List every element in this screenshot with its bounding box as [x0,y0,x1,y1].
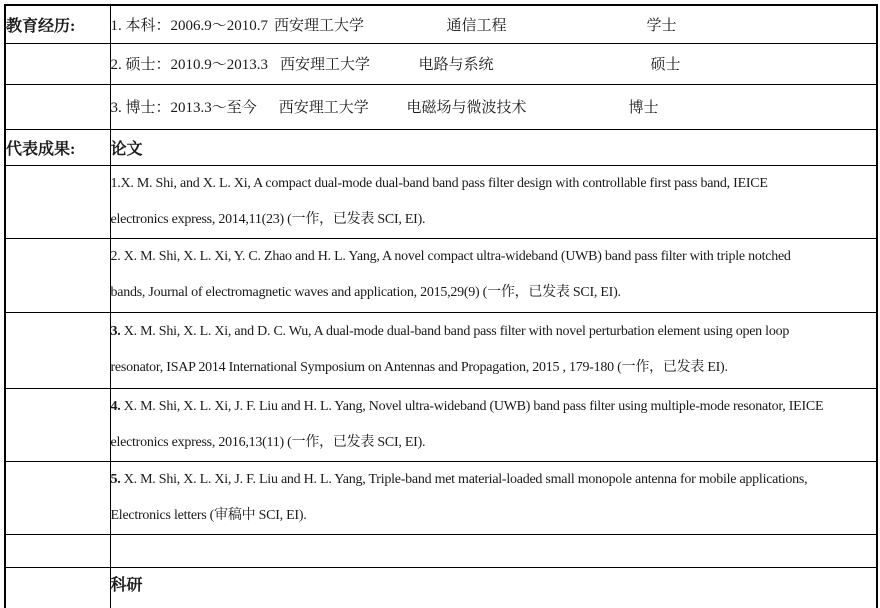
paper-text-line-1 [111,462,877,498]
period: 2013.3～至今 [170,100,257,116]
empty-row [5,534,877,567]
paper-citation: X. M. Shi, X. L. Xi, J. F. Liu and H. L. Yang, Novel ultra-wideband (UWB) band pass filter using multiple-mode resonator, IEICE [120,398,824,414]
paper-number: 1. [110,175,121,191]
school: 西安理工大学 [274,17,365,34]
paper-item-1 [110,165,877,238]
education-entry-phd [110,84,877,129]
period: 2006.9～2010.7 [170,17,269,34]
empty-cell [5,461,110,534]
research-header: 科研 [110,567,877,608]
education-section-label: 教育经历: [5,5,110,43]
education-entry-bachelor [110,5,877,43]
empty-cell [110,534,877,567]
papers-header: 论文 [110,129,877,165]
paper-row-5 [5,461,877,534]
paper-number: 3. [110,324,121,339]
education-row-2 [5,43,877,84]
empty-cell [5,43,110,84]
paper-text-line-2: electronics express, 2014,11(23) (一作，已发表 SCI, EI). [110,211,426,227]
research-header-row [5,567,877,608]
school: 西安理工大学 [278,100,369,116]
education-entry-line [111,96,877,117]
degree-awarded: 博士 [628,100,659,116]
paper-text-line-2: resonator, ISAP 2014 International Symposium on Antennas and Propagation, 2015 , 179-180 (一作，已发表 EI). [110,360,728,375]
achievements-section-label: 代表成果: [5,129,110,165]
education-degree-period-school [111,96,407,117]
cv-table [4,4,878,608]
paper-item-2 [110,238,877,312]
degree-label: 1. 本科： [110,17,171,34]
paper-text-line-2: electronics express, 2016,13(11) (一作，已发表 SCI, EI). [110,434,426,450]
degree-label: 2. 硕士： [110,57,171,73]
paper-row-2 [5,238,877,312]
paper-text-line-2: Electronics letters (审稿中 SCI, EI). [110,507,307,523]
paper-citation: X. M. Shi, X. L. Xi, and D. C. Wu, A dual-mode dual-band band pass filter with novel perturbation element using open loop [120,324,790,339]
paper-row-4 [5,388,877,461]
education-row-1 [5,5,877,43]
empty-cell [5,312,110,388]
major: 电路与系统 [418,57,494,73]
empty-cell [5,84,110,129]
paper-row-1 [5,165,877,238]
education-entry-master [110,43,877,84]
paper-citation: X. M. Shi, and X. L. Xi, A compact dual-mode dual-band band pass filter design with controllable first pass band, IEICE [120,175,768,191]
empty-cell [5,534,110,567]
major: 电磁场与微波技术 [406,100,527,116]
paper-number: 5. [110,471,121,487]
paper-item-3 [110,312,877,388]
empty-cell [5,238,110,312]
school: 西安理工大学 [280,57,371,73]
major: 通信工程 [446,17,507,34]
paper-text-line-1 [111,314,877,350]
empty-cell [5,165,110,238]
education-entry-line [111,14,877,35]
paper-citation: X. M. Shi, X. L. Xi, Y. C. Zhao and H. L. Yang, A novel compact ultra-wideband (UWB) band pass filter with triple notched [120,249,791,264]
paper-citation: X. M. Shi, X. L. Xi, J. F. Liu and H. L. Yang, Triple-band met material-loaded small monopole antenna for mobile applications, [120,471,808,487]
paper-text-line-2: bands, Journal of electromagnetic waves and application, 2015,29(9) (一作，已发表 SCI, EI). [110,285,621,300]
paper-number: 2. [110,249,121,264]
education-entry-line [111,53,877,74]
degree-awarded: 硕士 [650,57,681,73]
achievements-header-row [5,129,877,165]
education-row-3 [5,84,877,129]
education-degree-period-school [111,53,419,74]
empty-cell [5,567,110,608]
degree-label: 3. 博士： [110,100,171,116]
paper-text-line-1 [111,389,877,425]
paper-text-line-1 [111,239,877,275]
paper-number: 4. [110,398,121,414]
empty-cell [5,388,110,461]
paper-item-4 [110,388,877,461]
period: 2010.9～2013.3 [170,57,269,73]
paper-text-line-1 [111,166,877,202]
degree-awarded: 学士 [646,17,677,34]
paper-row-3 [5,312,877,388]
education-degree-period-school [111,14,447,35]
paper-item-5 [110,461,877,534]
